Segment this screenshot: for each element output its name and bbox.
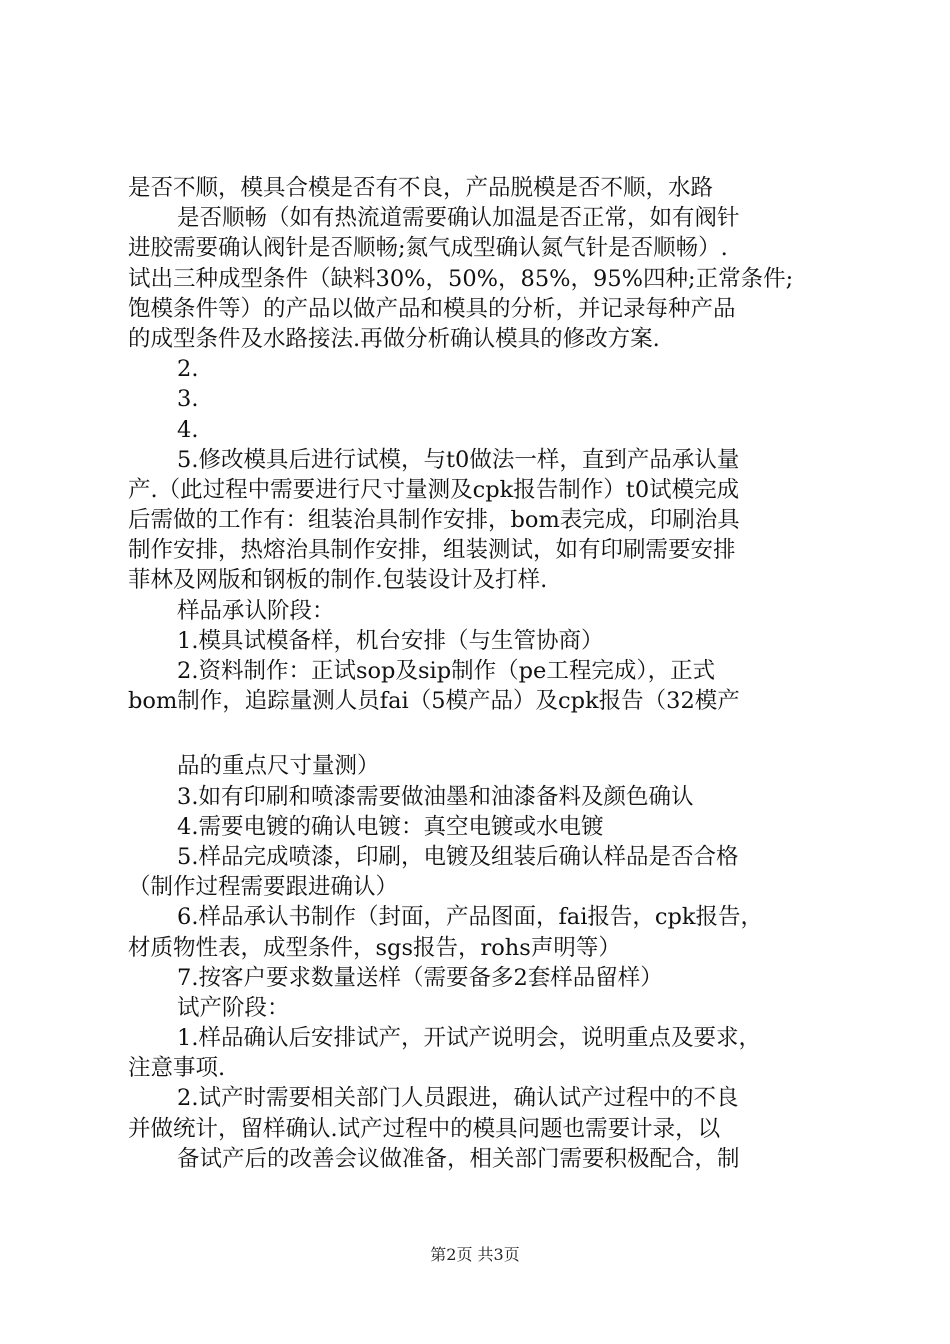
text-line: 3. (177, 386, 199, 413)
text-line: 1.样品确认后安排试产，开试产说明会，说明重点及要求， (177, 1025, 761, 1052)
text-line: 备试产后的改善会议做准备，相关部门需要积极配合，制 (177, 1145, 740, 1172)
text-line: 2.试产时需要相关部门人员跟进，确认试产过程中的不良 (177, 1085, 739, 1112)
text-line: 进胶需要确认阀针是否顺畅;氮气成型确认氮气针是否顺畅）. (128, 235, 728, 262)
text-line: （制作过程需要跟进确认） (128, 874, 399, 901)
text-line: 品的重点尺寸量测） (177, 753, 380, 780)
text-line: 注意事项. (128, 1055, 226, 1082)
paragraph-gap (128, 716, 828, 751)
text-line: 并做统计，留样确认.试产过程中的模具问题也需要计录，以 (128, 1115, 721, 1142)
text-line: 7.按客户要求数量送样（需要备多2套样品留样） (177, 964, 663, 991)
text-line: 2.资料制作：正试sop及sip制作（pe工程完成），正式 (177, 658, 716, 684)
text-line: 4. (177, 416, 199, 443)
text-line: 5.修改模具后进行试模，与t0做法一样，直到产品承认量 (177, 446, 740, 473)
text-line: 1.模具试模备样，机台安排（与生管协商） (177, 627, 604, 654)
text-line: 产.（此过程中需要进行尺寸量测及cpk报告制作）t0试模完成 (128, 476, 740, 503)
text-line: 3.如有印刷和喷漆需要做油墨和油漆备料及颜色确认 (177, 783, 694, 810)
text-line: 饱模条件等）的产品以做产品和模具的分析，并记录每种产品 (128, 295, 736, 322)
text-line: 2. (177, 356, 199, 383)
text-line: 菲林及网版和钢板的制作.包装设计及打样. (128, 567, 548, 594)
text-line: 后需做的工作有：组装治具制作安排，bom表完成，印刷治具 (128, 507, 740, 534)
text-line: 是否顺畅（如有热流道需要确认加温是否正常，如有阀针 (177, 205, 740, 232)
document-body (128, 173, 828, 1174)
text-line: 的成型条件及水路接法.再做分析确认模具的修改方案. (128, 325, 660, 352)
text-line: 4.需要电镀的确认电镀：真空电镀或水电镀 (177, 813, 604, 840)
text-line: 试出三种成型条件（缺料30%，50%，85%，95%四种;正常条件; (128, 265, 794, 292)
text-line: 制作安排，热熔治具制作安排，组装测试，如有印刷需要安排 (128, 537, 736, 564)
text-line: 是否不顺，模具合模是否有不良，产品脱模是否不顺，水路 (128, 175, 714, 201)
text-line: 6.样品承认书制作（封面，产品图面，fai报告，cpk报告， (177, 904, 764, 931)
page-footer: 第2页 共3页 (430, 1245, 520, 1264)
text-line: 试产阶段： (177, 994, 290, 1021)
text-line: 5.样品完成喷漆，印刷，电镀及组装后确认样品是否合格 (177, 843, 739, 870)
text-line: bom制作，追踪量测人员fai（5模产品）及cpk报告（32模产 (128, 688, 740, 715)
text-line: 样品承认阶段： (177, 597, 335, 624)
text-line: 材质物性表，成型条件，sgs报告，rohs声明等） (128, 934, 621, 961)
